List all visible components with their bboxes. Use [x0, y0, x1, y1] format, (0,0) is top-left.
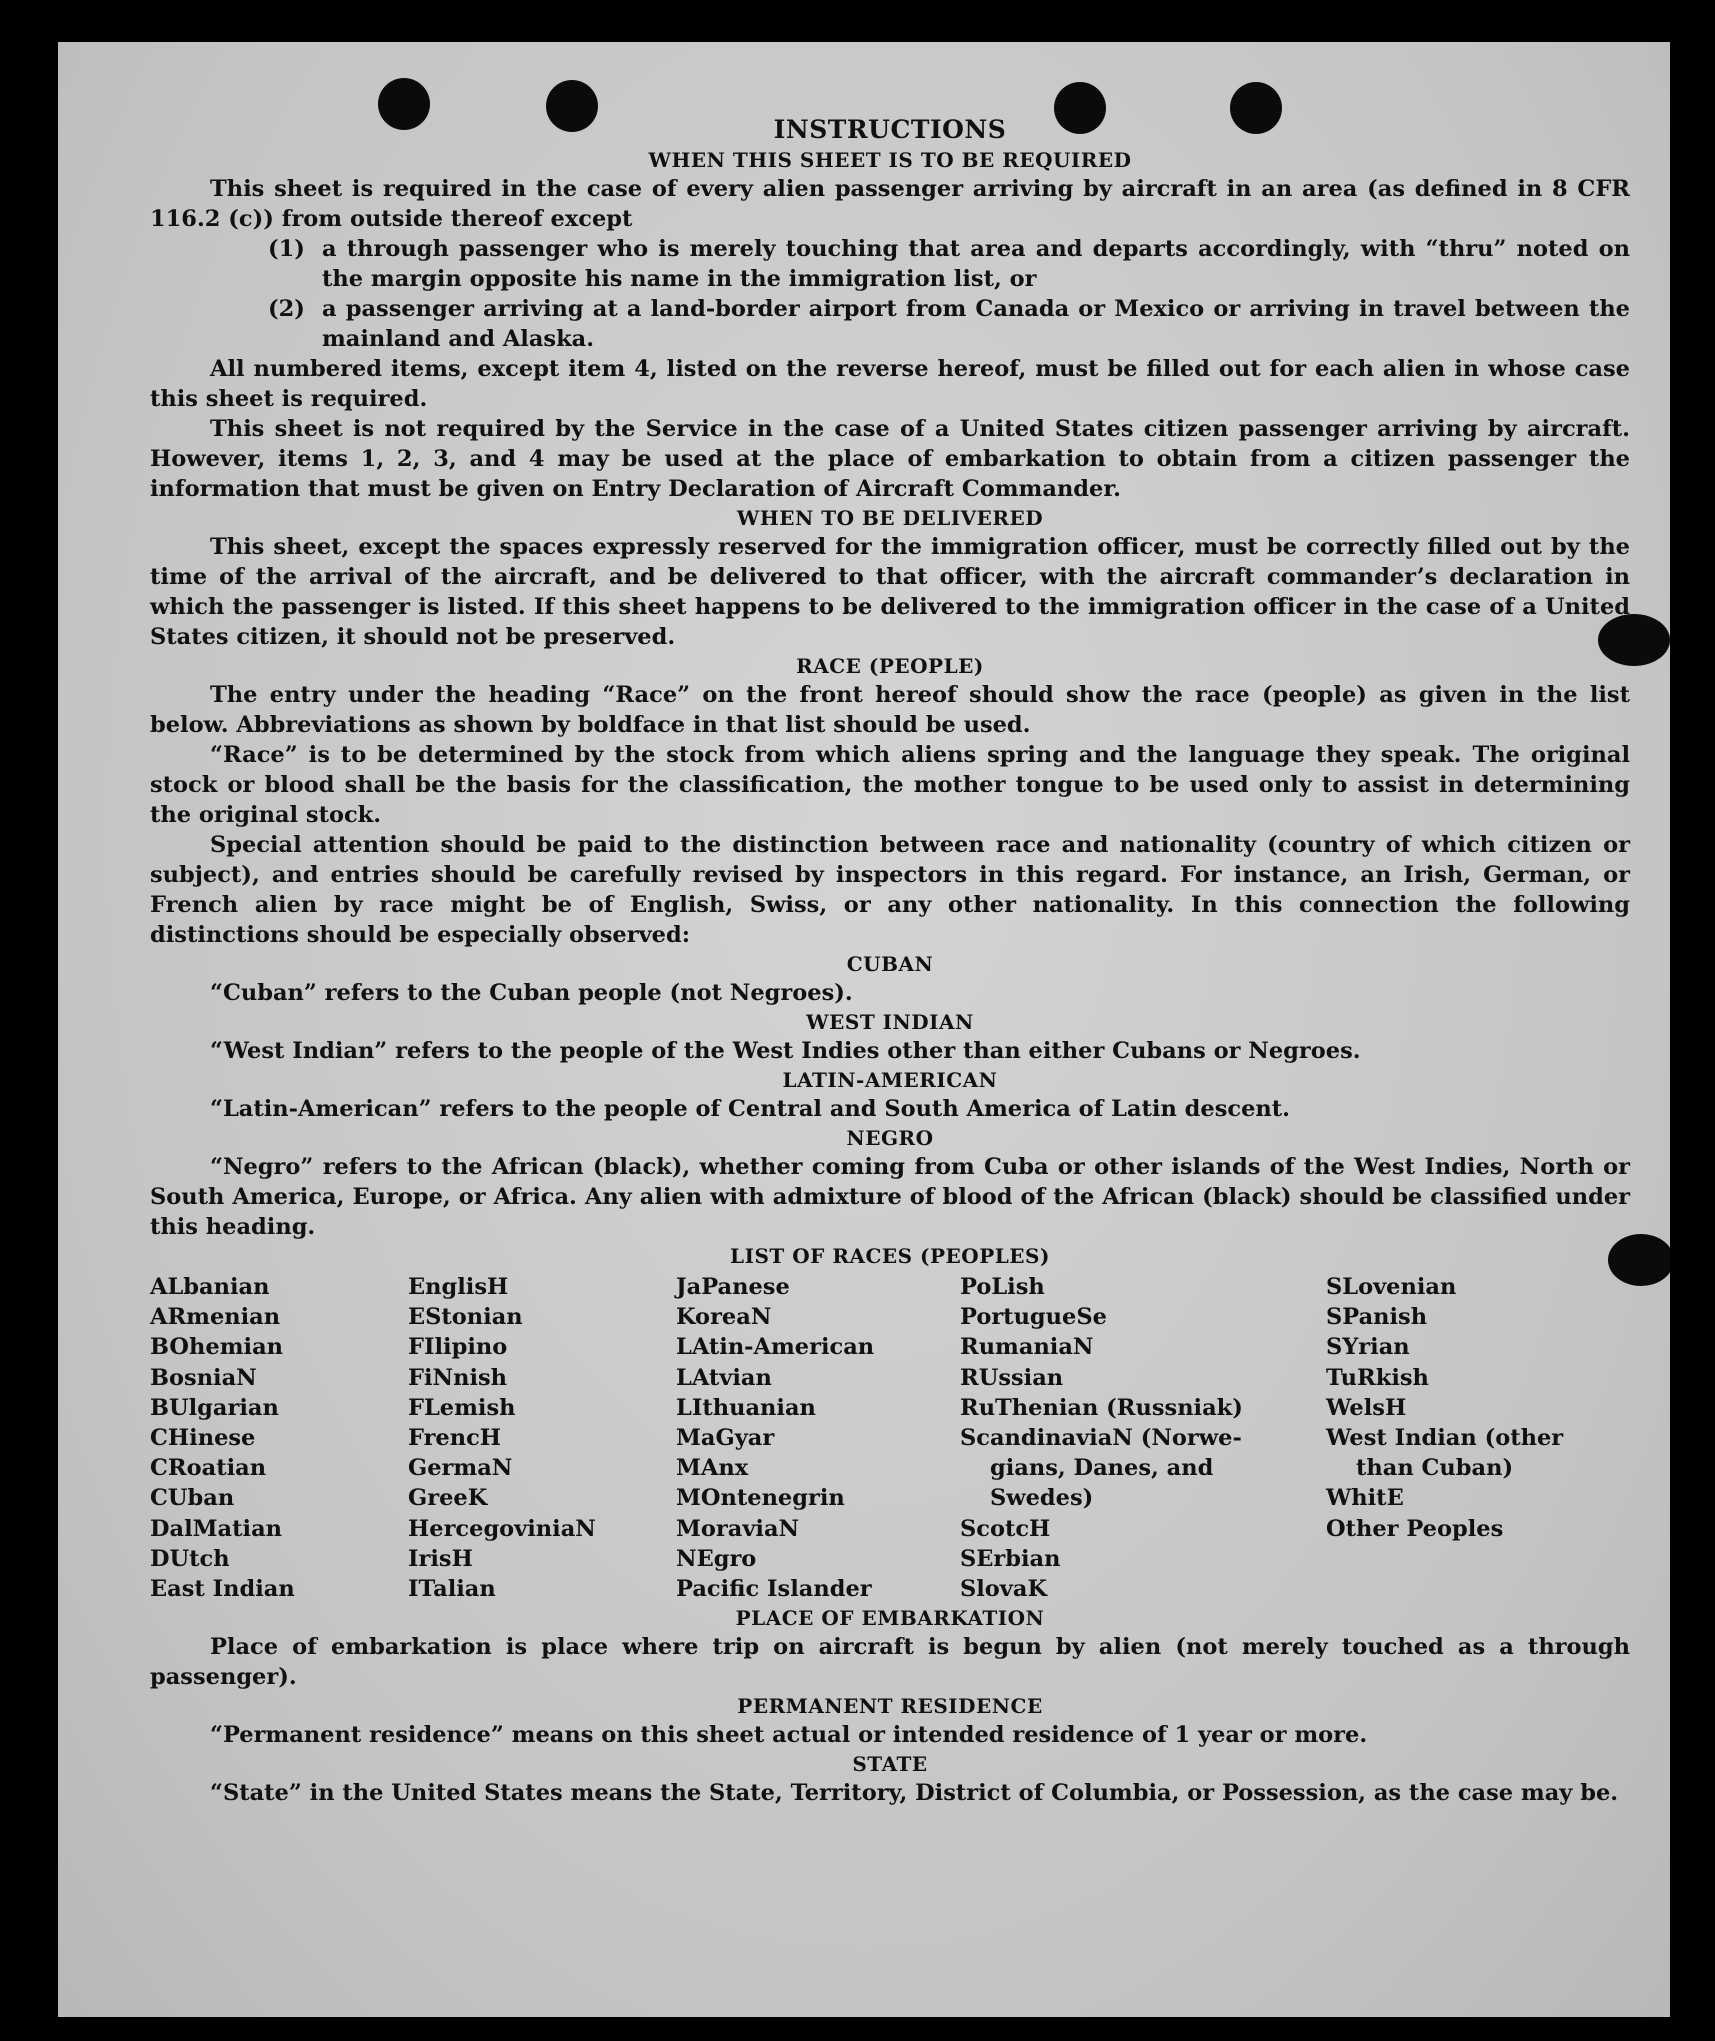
definition-heading: CUBAN: [846, 952, 934, 976]
section-heading: PERMANENT RESIDENCE: [737, 1694, 1043, 1719]
race-entry: SYrian: [1326, 1334, 1410, 1361]
race-entry: Pacific Islander: [676, 1576, 872, 1603]
paragraph: “Permanent residence” means on this sheet actual or intended residence of 1 year or more.: [210, 1722, 1368, 1749]
race-entry: SlovaK: [960, 1576, 1048, 1603]
paragraph: “Race” is to be determined by the stock from which aliens spring and the language they speak. The original stock or blood shall be the basis for the classification, the mother tongue to be used only to assist in determining the original stock.: [150, 742, 1630, 828]
race-entry: EStonian: [408, 1304, 523, 1331]
race-entry: IrisH: [408, 1545, 473, 1572]
list-item: [268, 234, 1630, 294]
definition-heading: NEGRO: [846, 1126, 934, 1150]
paragraph: All numbered items, except item 4, listed on the reverse hereof, must be filled out for each alien in whose case this sheet is required.: [150, 356, 1630, 412]
race-entry: MAnx: [676, 1455, 749, 1482]
race-entry: JaPanese: [676, 1274, 790, 1300]
race-entry: PortugueSe: [960, 1304, 1107, 1331]
race-entry: LIthuanian: [676, 1394, 816, 1421]
races-column: [408, 1272, 676, 1604]
race-entry: EnglisH: [408, 1274, 509, 1300]
race-entry: RumaniaN: [960, 1334, 1094, 1361]
race-entry: RUssian: [960, 1364, 1064, 1391]
paragraph: This sheet is required in the case of every alien passenger arriving by aircraft in an area (as defined in 8 CFR 116.2 (c)) from outside thereof except: [150, 176, 1630, 232]
race-entry: ScotcH: [960, 1515, 1051, 1542]
race-entry: MoraviaN: [676, 1515, 800, 1542]
race-entry: ALbanian: [150, 1274, 270, 1300]
races-column: [150, 1272, 408, 1604]
races-heading: LIST OF RACES (PEOPLES): [730, 1244, 1050, 1268]
race-entry: East Indian: [150, 1576, 295, 1603]
race-entry: LAtvian: [676, 1364, 772, 1391]
paragraph: This sheet, except the spaces expressly reserved for the immigration officer, must be correctly filled out by the time of the arrival of the aircraft, and be delivered to that officer, with the aircraft commander’s declaration in which the passenger is listed. If this sheet happens to be delivered to the immigration officer in the case of a United States citizen, it should not be preserved.: [150, 534, 1630, 650]
race-entry: Other Peoples: [1326, 1515, 1504, 1542]
item-text: a passenger arriving at a land-border airport from Canada or Mexico or arriving in travel between the mainland and Alaska.: [322, 296, 1630, 352]
race-entry: GermaN: [408, 1455, 513, 1482]
race-entry: FLemish: [408, 1394, 516, 1421]
race-entry: WhitE: [1326, 1485, 1404, 1512]
item-number: (2): [268, 296, 305, 322]
list-item: [268, 294, 1630, 354]
section-heading: RACE (PEOPLE): [796, 654, 984, 678]
race-entry: PoLish: [960, 1274, 1045, 1300]
race-entry: ARmenian: [150, 1304, 281, 1331]
definition-text: “West Indian” refers to the people of the West Indies other than either Cubans or Negroes.: [210, 1038, 1361, 1064]
race-entry: ITalian: [408, 1576, 496, 1603]
document-sheet: [58, 42, 1670, 2017]
race-entry: BUlgarian: [150, 1394, 279, 1421]
race-entry: SErbian: [960, 1545, 1061, 1572]
paragraph: This sheet is not required by the Service in the case of a United States citizen passenger arriving by aircraft. However, items 1, 2, 3, and 4 may be used at the place of embarkation to obtain from a citizen passenger the information that must be given on Entry Declaration of Aircraft Commander.: [150, 416, 1630, 502]
race-entry: BOhemian: [150, 1334, 284, 1361]
race-entry: NEgro: [676, 1545, 757, 1572]
race-entry: CRoatian: [150, 1455, 267, 1482]
race-entry: TuRkish: [1326, 1364, 1429, 1391]
race-entry: Swedes): [990, 1485, 1094, 1512]
definition-heading: LATIN-AMERICAN: [782, 1068, 998, 1092]
section-heading: WHEN THIS SHEET IS TO BE REQUIRED: [648, 148, 1132, 172]
section-heading: PLACE OF EMBARKATION: [735, 1606, 1045, 1631]
section-heading: STATE: [852, 1752, 928, 1777]
race-entry: CUban: [150, 1485, 235, 1512]
race-entry: FIlipino: [408, 1334, 508, 1361]
race-entry: DUtch: [150, 1545, 230, 1572]
item-number: (1): [268, 236, 305, 262]
definition-text: “Latin-American” refers to the people of Central and South America of Latin descent.: [210, 1096, 1290, 1122]
definition-text: “Cuban” refers to the Cuban people (not Negroes).: [210, 980, 853, 1006]
paragraph: “State” in the United States means the State, Territory, District of Columbia, or Possession, as the case may be.: [210, 1780, 1619, 1807]
paragraph: Special attention should be paid to the distinction between race and nationality (country of which citizen or subject), and entries should be carefully revised by inspectors in this regard. For instance, an Irish, German, or French alien by race might be of English, Swiss, or any other nationality. In this connection the following distinctions should be especially observed:: [150, 832, 1630, 948]
section-heading: WHEN TO BE DELIVERED: [736, 506, 1044, 530]
race-entry: West Indian (other: [1326, 1425, 1564, 1452]
race-entry: WelsH: [1326, 1394, 1407, 1421]
race-entry: SPanish: [1326, 1304, 1428, 1331]
races-list: [150, 1272, 1630, 1604]
page-title: INSTRUCTIONS: [773, 115, 1007, 144]
race-entry: than Cuban): [1356, 1455, 1514, 1482]
races-column: [676, 1272, 960, 1604]
race-entry: KoreaN: [676, 1304, 772, 1331]
paragraph: The entry under the heading “Race” on the front hereof should show the race (people) as given in the list below. Abbreviations as shown by boldface in that list should be used.: [150, 682, 1630, 738]
paragraph: Place of embarkation is place where trip on aircraft is begun by alien (not merely touched as a through passenger).: [150, 1634, 1630, 1691]
race-entry: gians, Danes, and: [990, 1455, 1214, 1482]
race-entry: FiNnish: [408, 1364, 508, 1391]
race-entry: SLovenian: [1326, 1274, 1457, 1300]
race-entry: BosniaN: [150, 1364, 257, 1391]
race-entry: GreeK: [408, 1485, 488, 1512]
definition-heading: WEST INDIAN: [806, 1010, 974, 1034]
race-entry: RuThenian (Russniak): [960, 1394, 1243, 1421]
races-column: [1326, 1272, 1626, 1604]
instructions-content: [150, 114, 1630, 1808]
definition-text: “Negro” refers to the African (black), whether coming from Cuba or other islands of the West Indies, North or South America, Europe, or Africa. Any alien with admixture of blood of the African (black) should be classified under this heading.: [150, 1154, 1630, 1240]
race-entry: MaGyar: [676, 1425, 775, 1452]
race-entry: MOntenegrin: [676, 1485, 845, 1512]
race-entry: ScandinaviaN (Norwe-: [960, 1425, 1242, 1452]
race-entry: HercegoviniaN: [408, 1515, 596, 1542]
race-entry: FrencH: [408, 1425, 502, 1452]
race-entry: LAtin-American: [676, 1334, 875, 1361]
race-entry: DalMatian: [150, 1515, 283, 1542]
race-entry: CHinese: [150, 1425, 256, 1452]
item-text: a through passenger who is merely touching that area and departs accordingly, with “thru” noted on the margin opposite his name in the immigration list, or: [322, 236, 1630, 292]
races-column: [960, 1272, 1326, 1604]
